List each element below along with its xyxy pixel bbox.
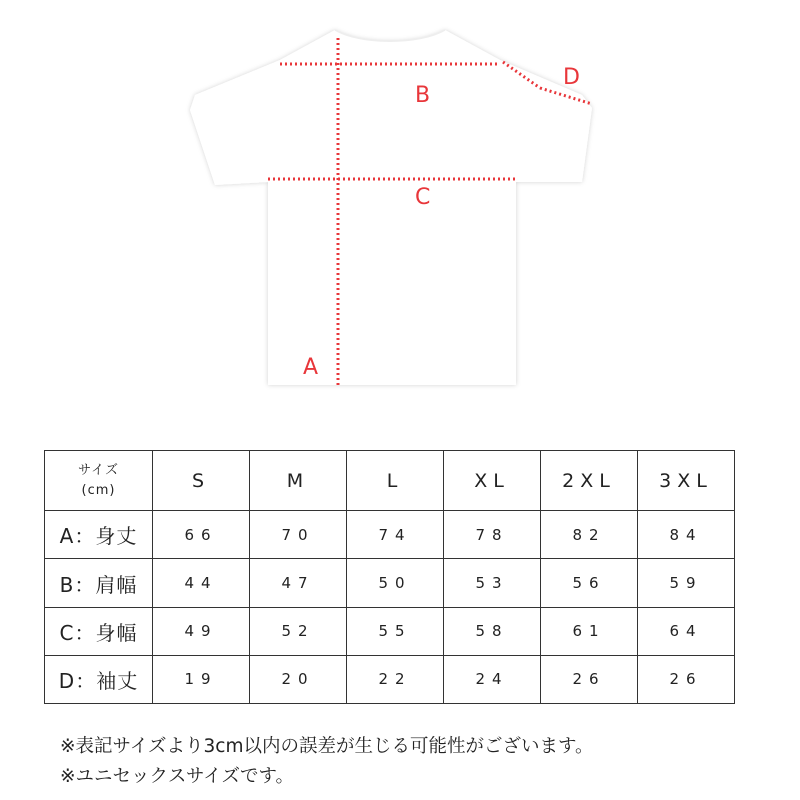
table-cell: 52 [250, 607, 347, 655]
table-cell: 84 [638, 511, 735, 559]
table-cell: 22 [347, 655, 444, 703]
row-label: C：身幅 [45, 607, 153, 655]
table-cell: 19 [153, 655, 250, 703]
size-chart-table [44, 450, 735, 704]
label-c: C [415, 185, 431, 210]
row-label: B：肩幅 [45, 559, 153, 607]
table-cell: 49 [153, 607, 250, 655]
table-cell: 44 [153, 559, 250, 607]
corner-label-size: サイズ [78, 462, 119, 478]
size-header: L [347, 451, 444, 511]
size-header: XL [444, 451, 541, 511]
table-cell: 78 [444, 511, 541, 559]
size-header: S [153, 451, 250, 511]
row-label: A：身丈 [45, 511, 153, 559]
table-cell: 24 [444, 655, 541, 703]
table-cell: 82 [541, 511, 638, 559]
corner-cell [45, 451, 153, 511]
table-cell: 26 [541, 655, 638, 703]
table-cell: 26 [638, 655, 735, 703]
table-header-row [45, 451, 735, 511]
label-d: D [563, 65, 580, 90]
table-cell: 50 [347, 559, 444, 607]
table-row [45, 607, 735, 655]
table-cell: 66 [153, 511, 250, 559]
note-unisex: ※ユニセックスサイズです。 [60, 766, 294, 787]
corner-label-unit: (cm) [81, 482, 116, 498]
table-row [45, 511, 735, 559]
table-cell: 53 [444, 559, 541, 607]
table-cell: 55 [347, 607, 444, 655]
table-cell: 64 [638, 607, 735, 655]
table-cell: 56 [541, 559, 638, 607]
table-cell: 70 [250, 511, 347, 559]
label-b: B [415, 83, 431, 108]
row-label: D：袖丈 [45, 655, 153, 703]
size-header: 2XL [541, 451, 638, 511]
table-cell: 47 [250, 559, 347, 607]
notes-section [60, 732, 594, 792]
table-cell: 59 [638, 559, 735, 607]
table-cell: 58 [444, 607, 541, 655]
table-cell: 61 [541, 607, 638, 655]
table-cell: 20 [250, 655, 347, 703]
size-header: 3XL [638, 451, 735, 511]
table-row [45, 655, 735, 703]
table-cell: 74 [347, 511, 444, 559]
size-header: M [250, 451, 347, 511]
table-row [45, 559, 735, 607]
label-a: A [303, 355, 319, 380]
note-tolerance: ※表記サイズより3cm以内の誤差が生じる可能性がございます。 [60, 736, 594, 757]
